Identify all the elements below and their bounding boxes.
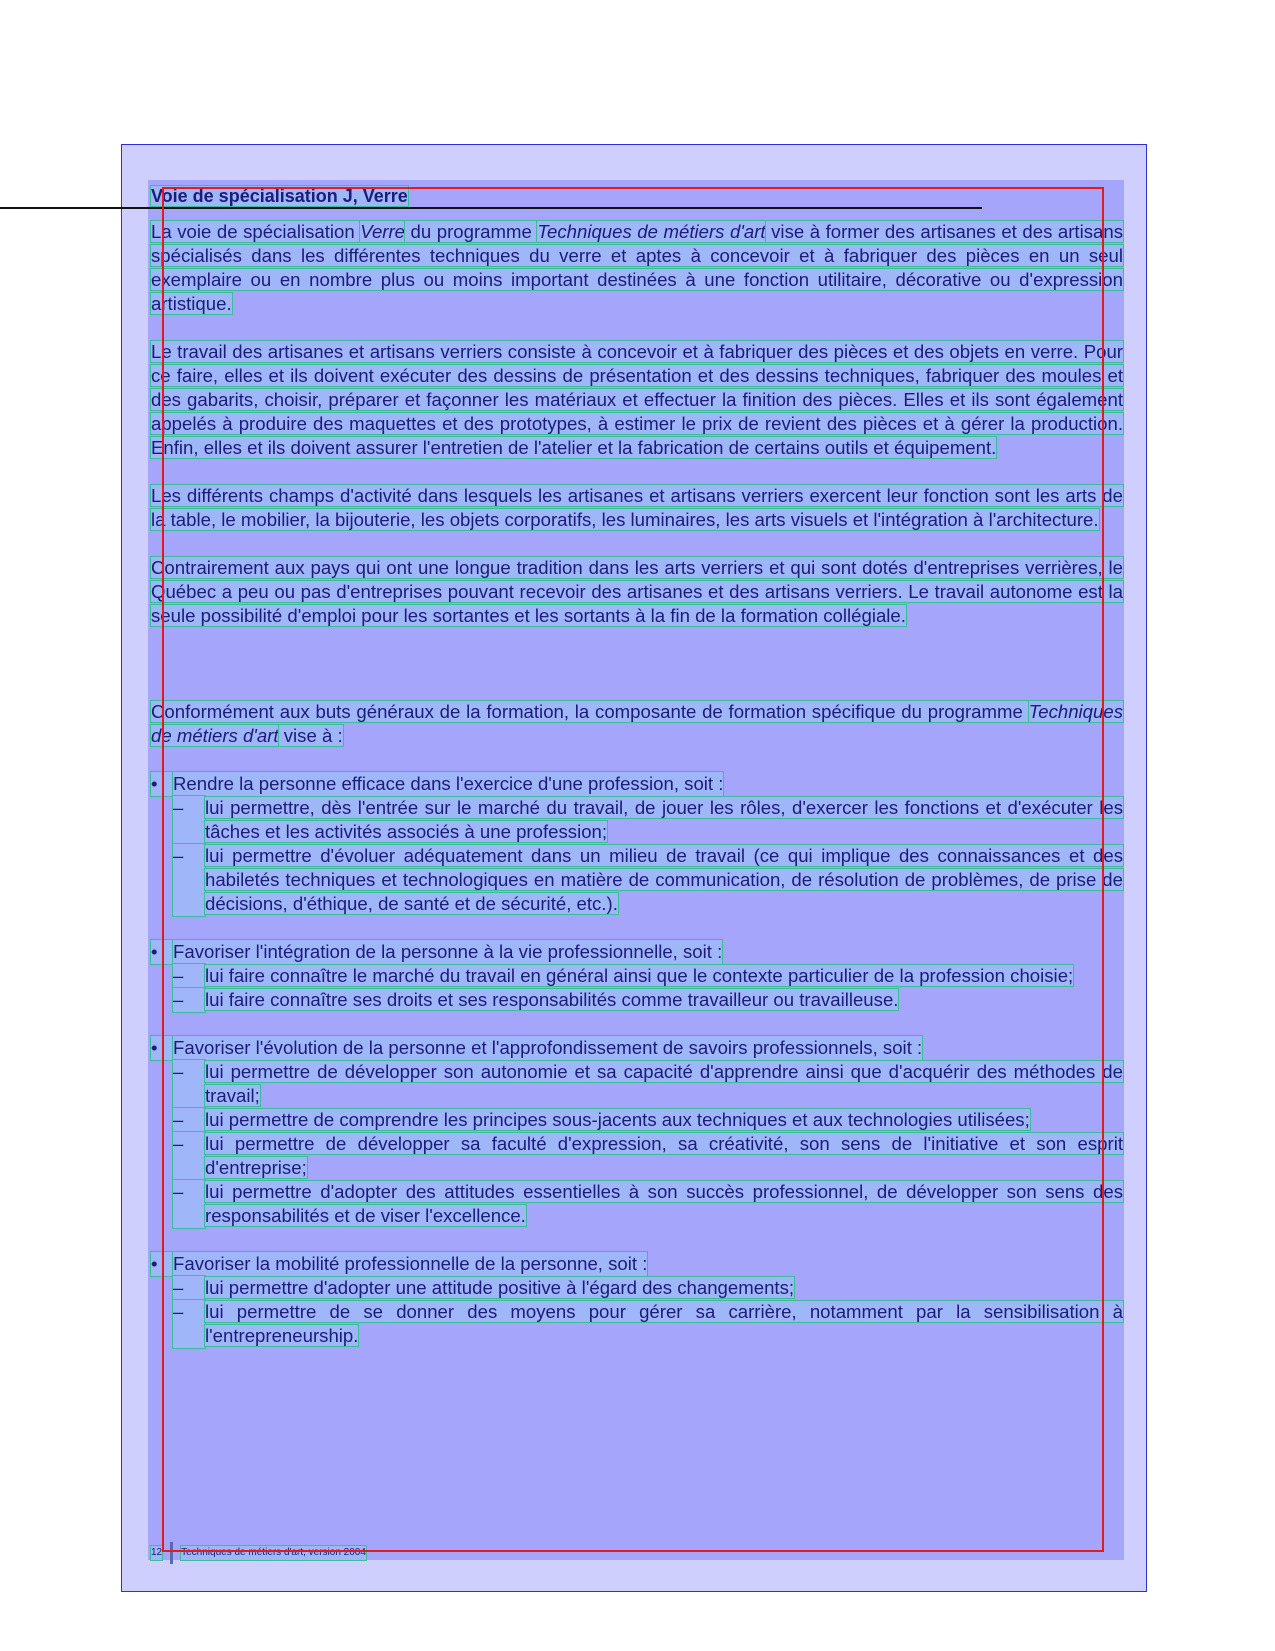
sub-item: – lui permettre, dès l'entrée sur le marché du travail, de jouer les rôles, d'exercer les fonctions et d'exécuter les tâches et les activités associés à une profession; [173,797,1123,842]
section-title: Voie de spécialisation J, Verre [151,186,408,206]
bullet-symbol: • [151,1036,173,1060]
bullet-symbol: • [151,940,173,964]
paragraph-goals: Conformément aux buts généraux de la formation, la composante de formation spécifique du programme Techniques de métiers d'art vise à : [151,701,1123,746]
dash-symbol: – [173,988,205,1012]
sub-item: – lui permettre de développer sa faculté d'expression, sa créativité, son sens de l'initiative et son esprit d'entreprise; [173,1133,1123,1178]
bullet-symbol: • [151,1252,173,1276]
dash-symbol: – [173,844,205,916]
paragraph-intro: La voie de spécialisation Verre du programme Techniques de métiers d'art vise à former des artisanes et des artisans spécialisés dans les différentes techniques du verre et aptes à concevoir et à fabriquer des pièces en un seul exemplaire ou en nombre plus ou moins important destinées à une fonction utilitaire, décorative ou d'expression artistique. [151,221,1123,314]
dash-symbol: – [173,1276,205,1300]
dash-symbol: – [173,796,205,844]
sub-item: – lui permettre de se donner des moyens pour gérer sa carrière, notamment par la sensibilisation à l'entrepreneurship. [173,1301,1123,1346]
footer-text: Techniques de métiers d'art, version 2004 [181,1547,366,1558]
sub-item: – lui permettre de développer son autonomie et sa capacité d'apprendre ainsi que d'acquérir des méthodes de travail; [173,1061,1123,1106]
dash-symbol: – [173,1060,205,1108]
bullet-item: • Favoriser l'intégration de la personne à la vie professionnelle, soit : [151,941,723,962]
bullet-item: • Favoriser la mobilité professionnelle de la personne, soit : [151,1253,648,1274]
dash-symbol: – [173,1180,205,1228]
dash-symbol: – [173,1132,205,1180]
bullet-symbol: • [151,772,173,796]
dash-symbol: – [173,964,205,988]
bullet-item: • Favoriser l'évolution de la personne et l'approfondissement de savoirs professionnels, soit : [151,1037,923,1058]
paragraph-work: Le travail des artisanes et artisans verriers consiste à concevoir et à fabriquer des pièces et des objets en verre. Pour ce faire, elles et ils doivent exécuter des dessins de présentation et des dessins techniques, fabriquer des moules et des gabarits, choisir, préparer et façonner les matériaux et effectuer la finition des pièces. Elles et ils sont également appelés à produire des maquettes et des prototypes, à estimer le prix de revient des pièces et à gérer la production. Enfin, elles et ils doivent assurer l'entretien de l'atelier et la fabrication de certains outils et équipement. [151,341,1123,458]
page-number: 12 [151,1547,163,1558]
sub-item: – lui faire connaître le marché du travail en général ainsi que le contexte particulier de la profession choisie; [173,965,1074,986]
layout-frame-red [162,187,1104,1552]
sub-item: – lui permettre d'adopter une attitude positive à l'égard des changements; [173,1277,795,1298]
sub-item: – lui permettre de comprendre les principes sous-jacents aux techniques et aux technologies utilisées; [173,1109,1030,1130]
sub-item: – lui permettre d'adopter des attitudes essentielles à son succès professionnel, de développer son sens des responsabilités et de viser l'excellence. [173,1181,1123,1226]
dash-symbol: – [173,1108,205,1132]
dash-symbol: – [173,1300,205,1348]
paragraph-fields: Les différents champs d'activité dans lesquels les artisanes et artisans verriers exercent leur fonction sont les arts de la table, le mobilier, la bijouterie, les objets corporatifs, les luminaires, les arts visuels et l'intégration à l'architecture. [151,485,1123,530]
bullet-item: • Rendre la personne efficace dans l'exercice d'une profession, soit : [151,773,724,794]
sub-item: – lui faire connaître ses droits et ses responsabilités comme travailleur ou travailleuse. [173,989,899,1010]
sub-item: – lui permettre d'évoluer adéquatement dans un milieu de travail (ce qui implique des connaissances et des habiletés techniques et technologiques en matière de communication, de résolution de problèmes, de prise de décisions, d'éthique, de santé et de sécurité, etc.). [173,845,1123,914]
paragraph-context: Contrairement aux pays qui ont une longue tradition dans les arts verriers et qui sont dotés d'entreprises verrières, le Québec a peu ou pas d'entreprises pouvant recevoir des artisanes et des artisans verriers. Le travail autonome est la seule possibilité d'emploi pour les sortantes et les sortants à la fin de la formation collégiale. [151,557,1123,626]
